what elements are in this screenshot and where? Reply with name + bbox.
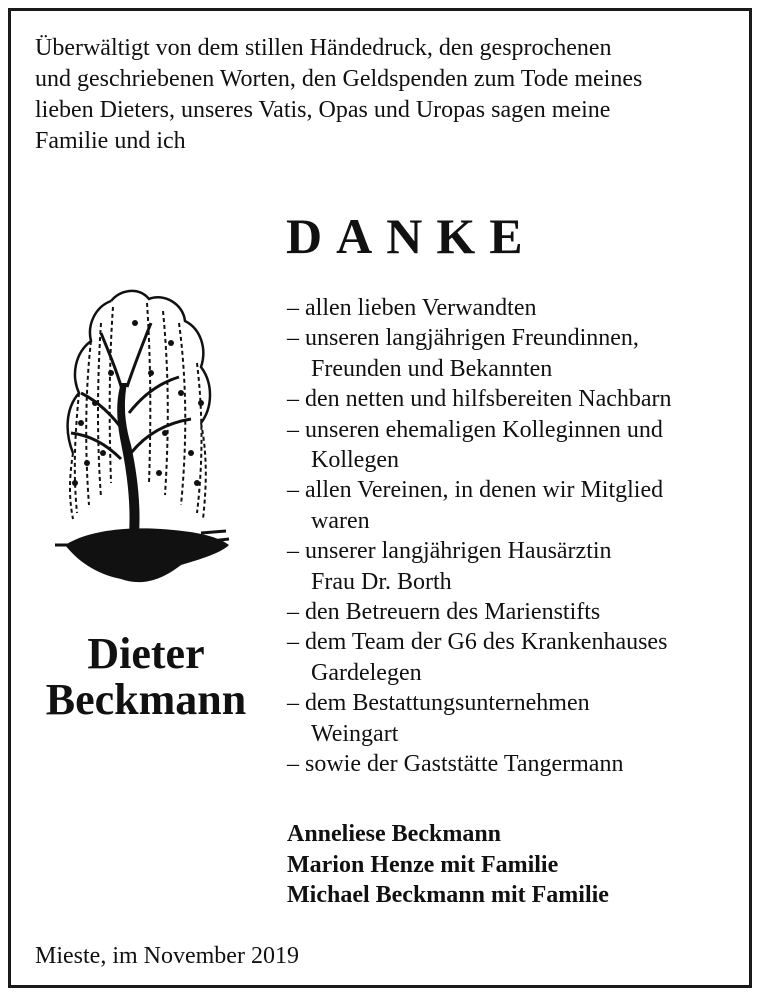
deceased-last-name: Beckmann [45, 675, 247, 724]
list-item-text: – sowie der Gaststätte Tangermann [287, 751, 624, 778]
deceased-name [21, 631, 271, 723]
list-item [287, 749, 747, 779]
intro-text [35, 33, 731, 157]
list-item-text: – den Betreuern des Marienstifts [287, 599, 601, 626]
list-item-text: – dem Bestattungsunternehmen [287, 690, 590, 717]
signer-name: Anneliese Beckmann [287, 821, 502, 847]
intro-line: lieben Dieters, unseres Vatis, Opas und Uropas sagen meine [35, 97, 611, 123]
signers-block [287, 819, 747, 911]
list-item-text: – allen Vereinen, in denen wir Mitglied [287, 477, 664, 504]
intro-line: und geschriebenen Worten, den Geldspenden zum Tode meines [35, 66, 643, 92]
list-item-continuation: Kollegen [311, 447, 399, 474]
signer-name: Michael Beckmann mit Familie [287, 882, 609, 908]
list-item-text: – unseren ehemaligen Kolleginnen und [287, 416, 663, 443]
list-item-text: – unserer langjährigen Hausärztin [287, 538, 612, 565]
weeping-willow-icon [51, 283, 231, 585]
intro-line: Überwältigt von dem stillen Händedruck, den gesprochenen [35, 35, 612, 61]
list-item-text: – allen lieben Verwandten [287, 295, 537, 321]
list-item [287, 627, 747, 688]
deceased-first-name: Dieter [87, 629, 205, 678]
list-item-text: – dem Team der G6 des Krankenhauses [287, 629, 668, 656]
list-item-text: – unseren langjährigen Freundinnen, [287, 325, 639, 352]
list-item-continuation: Gardelegen [311, 659, 422, 686]
signer-name: Marion Henze mit Familie [287, 851, 559, 878]
list-item-continuation: Weingart [311, 720, 399, 747]
list-item-continuation: Frau Dr. Borth [311, 568, 452, 595]
list-item [287, 293, 747, 323]
list-item [287, 475, 747, 536]
list-item-text: – den netten und hilfsbereiten Nachbarn [287, 386, 672, 413]
obituary-notice-frame [8, 8, 752, 988]
danke-heading: DANKE [286, 208, 537, 264]
list-item-continuation: Freunden und Bekannten [311, 355, 553, 382]
list-item [287, 597, 747, 627]
thanks-list [287, 293, 747, 780]
place-date: Mieste, im November 2019 [35, 943, 299, 969]
list-item [287, 415, 747, 476]
list-item [287, 536, 747, 597]
intro-line: Familie und ich [35, 128, 186, 154]
list-item-continuation: waren [311, 507, 370, 534]
list-item [287, 323, 747, 384]
list-item [287, 688, 747, 749]
list-item [287, 384, 747, 414]
